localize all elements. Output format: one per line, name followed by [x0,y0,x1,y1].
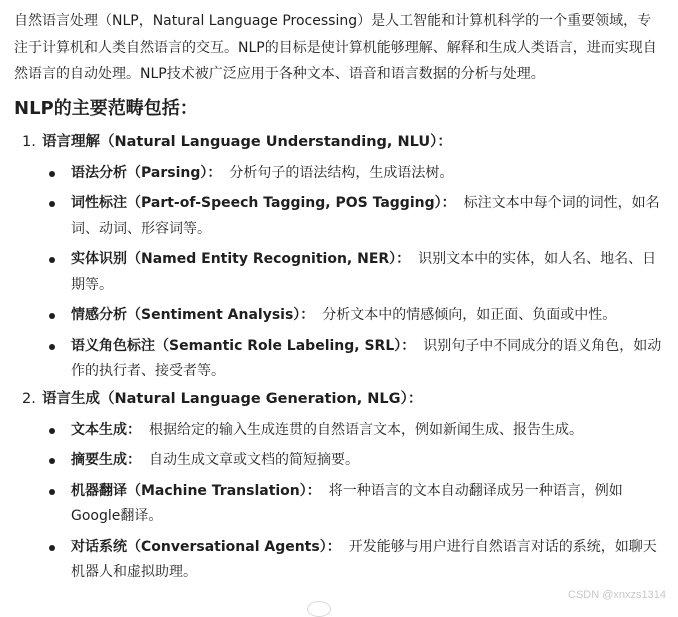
list-item [14,418,664,444]
bullet-icon [49,344,55,350]
section-title-nlu [14,128,664,156]
item-desc: 识别句子中不同成分的语义角色，如动作的执行者、接受者等。 [71,337,662,379]
list-item [14,334,664,385]
bullet-icon [49,313,55,319]
section-title-text: 语言生成（Natural Language Generation, NLG）： [42,390,423,407]
item-separator: ： [300,307,315,323]
item-desc: 自动生成文章或文档的简短摘要。 [149,452,359,468]
item-separator: ： [306,482,321,499]
item-desc: 分析句子的语法结构，生成语法树。 [229,164,454,181]
bullet-icon [49,201,55,207]
list-item [14,247,664,298]
item-separator: ： [326,538,341,555]
section-nlu [14,128,664,385]
bullet-icon [49,458,55,464]
list-item [14,303,664,329]
item-separator: ： [396,251,411,267]
item-term: 实体识别（Named Entity Recognition, NER） [71,251,397,267]
section-heading: NLP的主要范畴包括： [14,97,198,119]
scroll-down-indicator[interactable] [307,601,331,617]
item-term: 摘要生成 [71,452,127,468]
item-desc: 根据给定的输入生成连贯的自然语言文本，例如新闻生成、报告生成。 [149,421,583,438]
item-term: 情感分析（Sentiment Analysis） [71,307,301,323]
section-title-text: 语言理解（Natural Language Understanding, NLU）： [42,133,452,150]
list-item [14,448,664,474]
list-item [14,161,664,187]
section-number: 2. [22,390,36,407]
watermark: CSDN @xnxzs1314 [568,589,666,601]
bullet-icon [49,257,55,263]
bullet-icon [49,545,55,551]
section-title-nlg [14,385,664,413]
item-term: 语法分析（Parsing） [71,164,208,181]
item-separator: ： [441,195,456,211]
item-desc: 分析文本中的情感倾向，如正面、负面或中性。 [322,307,617,323]
item-desc: 标注文本中每个词的词性，如名词、动词、形容词等。 [71,195,660,237]
item-separator: ： [127,421,141,438]
bullet-icon [49,428,55,434]
item-separator: ： [127,452,141,468]
item-desc: 将一种语言的文本自动翻译成另一种语言，例如Google翻译。 [71,482,623,524]
nlu-list [14,161,664,385]
item-term: 词性标注（Part-of-Speech Tagging, POS Tagging） [71,195,442,211]
bullet-icon [49,489,55,495]
bullet-icon [49,171,55,177]
nlg-list [14,418,664,586]
item-desc: 开发能够与用户进行自然语言对话的系统，如聊天机器人和虚拟助理。 [71,538,657,580]
item-desc: 识别文本中的实体，如人名、地名、日期等。 [71,251,657,293]
section-nlg [14,385,664,586]
list-item [14,479,664,530]
item-term: 对话系统（Conversational Agents） [71,538,327,555]
section-number: 1. [22,133,36,150]
item-separator: ： [207,164,222,181]
item-term: 语义角色标注（Semantic Role Labeling, SRL） [71,337,402,354]
item-separator: ： [401,337,416,354]
list-item [14,535,664,586]
item-term: 机器翻译（Machine Translation） [71,482,307,499]
item-term: 文本生成 [71,421,127,438]
article-body [14,8,664,586]
list-item [14,191,664,242]
intro-paragraph: 自然语言处理（NLP，Natural Language Processing）是人工智能和计算机科学的一个重要领域，专注于计算机和人类自然语言的交互。NLP的目标是使计算机能够理解、解释和生成人类语言，进而实现自然语言的自动处理。NLP技术被广泛应用于各种文本、语音和语言数据的分析与处理。 [14,13,657,82]
